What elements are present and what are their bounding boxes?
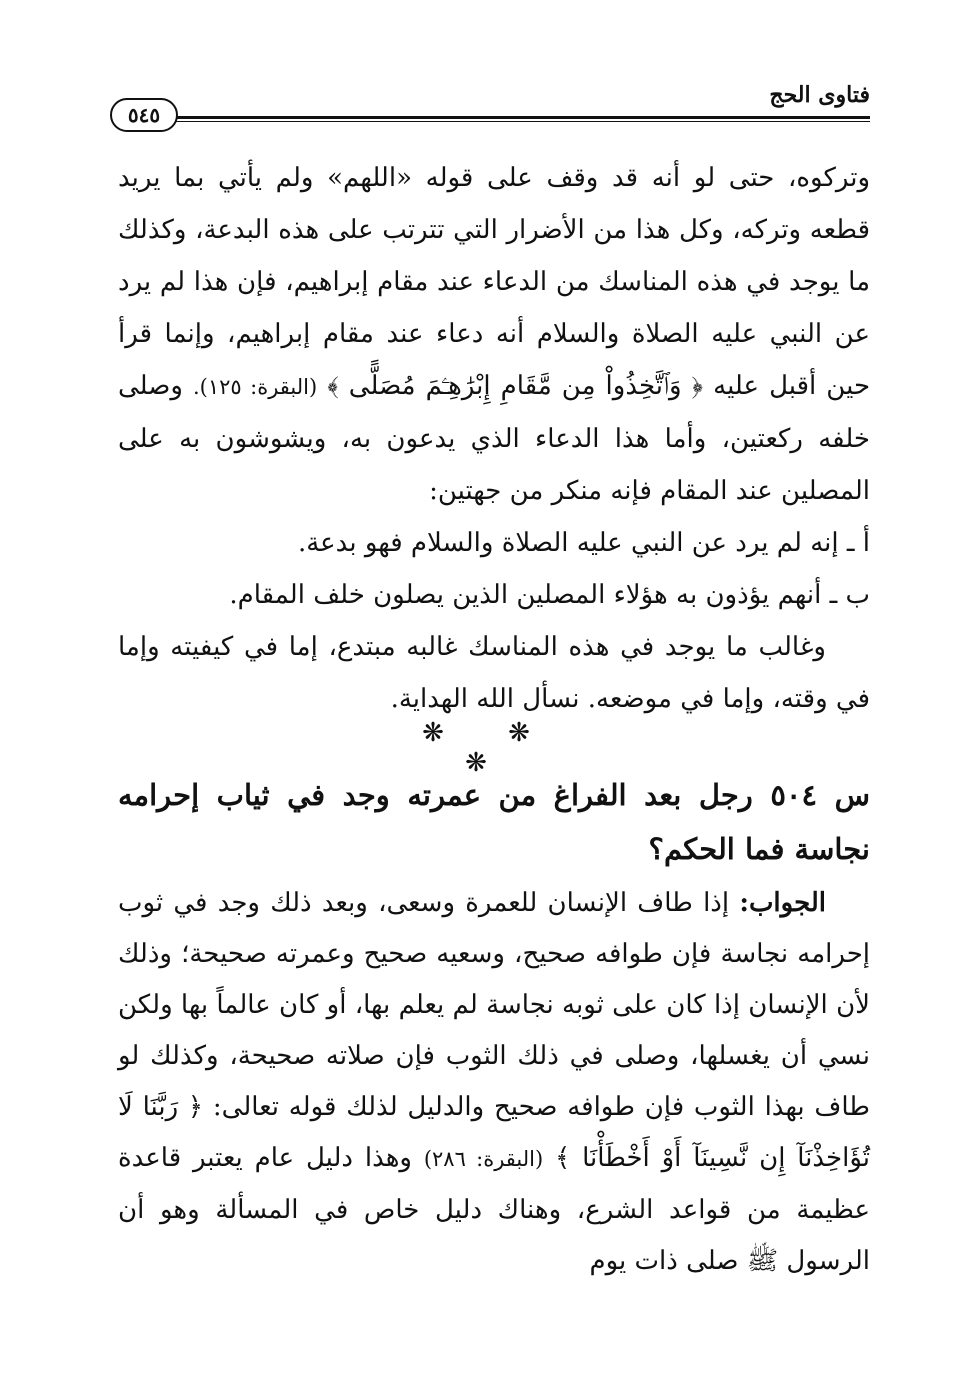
running-title: فتاوى الحج (769, 82, 870, 108)
quran-verse: ﴿ رَبَّنَا لَا تُؤَاخِذْنَآ إِن نَّسِينَآ أَوْ أَخْطَأْنَا ﴾ (118, 1092, 871, 1173)
answer-text: إذا طاف الإنسان للعمرة وسعى، وبعد ذلك وجد في ثوب إحرامه نجاسة فإن طوافه صحيح، وسعيه صحيح وعمرته صحيحة؛ وذلك لأن الإنسان إذا كان على ثوبه نجاسة لم يعلم بها، أو كان عالماً بها ولكن نسي أن يغسلها، وصلى في ذلك الثوب فإن صلاته صحيحة، وكذلك لو طاف بهذا الثوب فإن طوافه صحيح والدليل لذلك قوله تعالى: (118, 888, 870, 1122)
question-block (118, 768, 870, 876)
list-item-a: أ ـ إنه لم يرد عن النبي عليه الصلاة والسلام فهو بدعة. (297, 528, 870, 558)
question-marker: س (834, 778, 870, 812)
quran-verse: ﴿ وَٱتَّخِذُواْ مِن مَّقَامِ إِبْرَٰهِـۧمَ مُصَلًّى ﴾ (327, 371, 704, 401)
page-header (100, 78, 870, 128)
question-number: ٥٠٤ (770, 778, 818, 812)
question-text: رجل بعد الفراغ من عمرته وجد في ثياب إحرامه نجاسة فما الحكم؟ (118, 778, 870, 866)
answer-label: الجواب: (739, 888, 827, 918)
answer-block (118, 878, 870, 1287)
answer-text-tail: وهذا دليل عام يعتبر قاعدة عظيمة من قواعد الشرع، وهناك دليل خاص في المسألة وهو أن الرسول ﷺ صلى ذات يوم (118, 1143, 870, 1276)
section-continuation (118, 152, 870, 725)
header-rule (170, 116, 870, 122)
page-number: ٥٤٥ (110, 98, 178, 132)
verse-reference: (البقرة: ٢٨٦) (423, 1147, 544, 1171)
list-item-b: ب ـ أنهم يؤذون به هؤلاء المصلين الذين يصلون خلف المقام. (229, 580, 870, 610)
verse-reference: (البقرة: ١٢٥). (192, 375, 318, 399)
paragraph-closing: وغالب ما يوجد في هذه المناسك غالبه مبتدع، إما في كيفيته وإما في وقته، وإما في موضعه. نسأل الله الهداية. (118, 632, 870, 714)
section-separator: ❋ ❋ ❋ (422, 718, 558, 778)
paragraph-text-tail: وصلى خلفه ركعتين، وأما هذا الدعاء الذي يدعون به، ويشوشون به على المصلين عند المقام فإنه منكر من جهتين: (118, 371, 870, 506)
paragraph-text: وتركوه، حتى لو أنه قد وقف على قوله «اللهم» ولم يأتي بما يريد قطعه وتركه، وكل هذا من الأضرار التي تترتب على هذه البدعة، وكذلك ما يوجد في هذه المناسك من الدعاء عند مقام إبراهيم، فإن هذا لم يرد عن النبي عليه الصلاة والسلام أنه دعاء عند مقام إبراهيم، وإنما قرأ حين أقبل عليه (118, 163, 871, 401)
answer-paragraph (118, 878, 870, 1287)
paragraph-continuation (118, 152, 870, 517)
